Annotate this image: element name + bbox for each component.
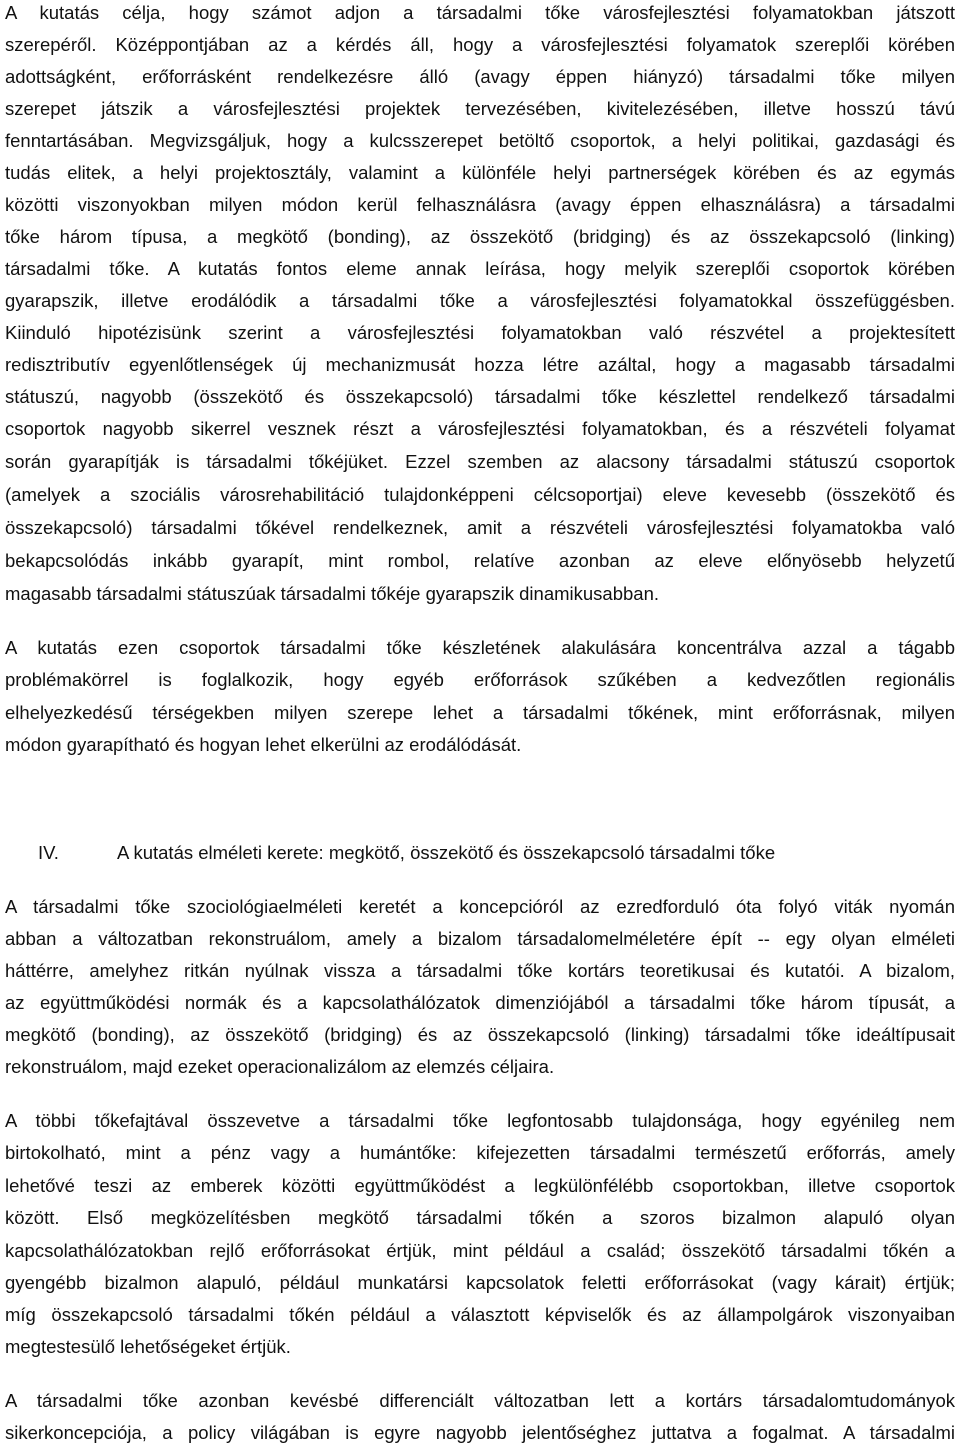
- text-line: A társadalmi tőke azonban kevésbé differenciált változatban lett a kortárs társadalomtudományok: [5, 1390, 955, 1411]
- text-line: megkötő (bonding), az összekötő (bridging) és az összekapcsoló (linking) társadalmi tőke ideáltípusait: [5, 1024, 955, 1045]
- text-line: A társadalmi tőke szociológiaelméleti keretét a koncepcióról az ezredforduló óta folyó viták nyomán: [5, 896, 955, 917]
- text-line: között. Első megközelítésben megkötő társadalmi tőkén a szoros bizalmon alapuló olyan: [5, 1207, 955, 1228]
- text-line: abban a változatban rekonstruálom, amely a bizalom társadalomelméletére épít -- egy olyan elméleti: [5, 928, 955, 949]
- text-line: problémakörrel is foglalkozik, hogy egyéb erőforrások szűkében a kedvezőtlen regionális: [5, 669, 955, 690]
- text-line: fenntartásában. Megvizsgáljuk, hogy a kulcsszerepet betöltő csoportok, a helyi politikai, gazdasági és: [5, 130, 955, 151]
- text-line: tőke három típusa, a megkötő (bonding), az összekötő (bridging) és az összekapcsoló (linking): [5, 226, 955, 247]
- text-line-last: módon gyarapítható és hogyan lehet elkerülni az erodálódását.: [5, 734, 522, 755]
- text-line: közötti viszonyokban milyen módon kerül felhasználásra (avagy éppen elhasználásra) a társadalmi: [5, 194, 955, 215]
- text-line: összekapcsoló) társadalmi tőkével rendelkeznek, amit a részvételi városfejlesztési folyamatokba való: [5, 517, 955, 538]
- text-line-last: magasabb társadalmi státuszúak társadalmi tőkéje gyarapszik dinamikusabban.: [5, 583, 660, 604]
- text-line: A kutatás célja, hogy számot adjon a társadalmi tőke városfejlesztési folyamatokban játszott: [5, 2, 955, 23]
- text-line: társadalmi tőke. A kutatás fontos eleme annak leírása, hogy melyik szereplői csoportok körében: [5, 258, 955, 279]
- text-line: tudás elitek, a helyi projektosztály, valamint a különféle helyi partnerségek körében és az egymás: [5, 162, 955, 183]
- text-line: A többi tőkefajtával összevetve a társadalmi tőke legfontosabb tulajdonsága, hogy egyénileg nem: [5, 1110, 955, 1131]
- text-line: gyengébb bizalmon alapuló, például munkatársi kapcsolatok feletti erőforrásokat (vagy kárait) értjük;: [5, 1272, 955, 1293]
- text-line: az együttműködési normák és a kapcsolathálózatok dimenziójából a társadalmi tőke három típusát, a: [5, 992, 955, 1013]
- text-line: Kiinduló hipotézisünk szerint a városfejlesztési folyamatokban való részvétel a projektesített: [5, 322, 955, 343]
- text-line-last: megtestesülő lehetőségeket értjük.: [5, 1336, 291, 1357]
- text-line: adottságként, erőforrásként rendelkezésre álló (avagy éppen hiányzó) társadalmi tőke milyen: [5, 66, 955, 87]
- text-line: birtokolható, mint a pénz vagy a humántőke: kifejezetten társadalmi természetű erőforrás, amely: [5, 1142, 955, 1163]
- text-line: sikerkoncepciója, a policy világában is egyre nagyobb jelentőséghez juttatva a fogalmat. A társadalmi: [5, 1422, 955, 1443]
- text-line: bekapcsolódás inkább gyarapít, mint rombol, relatíve azonban az eleve előnyösebb helyzetű: [5, 550, 955, 571]
- text-line: szerepéről. Középpontjában az a kérdés áll, hogy a városfejlesztési folyamatok szereplői körében: [5, 34, 955, 55]
- text-line: gyarapszik, illetve erodálódik a társadalmi tőke a városfejlesztési folyamatokkal összefüggésben.: [5, 290, 955, 311]
- text-line-last: rekonstruálom, majd ezeket operacionalizálom az elemzés céljaira.: [5, 1056, 555, 1077]
- text-line: A kutatás ezen csoportok társadalmi tőke készletének alakulására koncentrálva azzal a tágabb: [5, 637, 955, 658]
- text-line: kapcsolathálózatokban rejlő erőforrásokat értjük, mint például a család; összekötő társadalmi tőkén a: [5, 1240, 955, 1261]
- text-line: szerepet játszik a városfejlesztési projektek tervezésében, kivitelezésében, illetve hosszú távú: [5, 98, 955, 119]
- text-line: elhelyezkedésű térségekben milyen szerepe lehet a társadalmi tőkének, mint erőforrásnak, milyen: [5, 702, 955, 723]
- section-number: IV.: [38, 842, 59, 863]
- text-line: háttérre, amelyhez ritkán nyúlnak vissza a társadalmi tőke kortárs teoretikusai és kutatói. A bizalom,: [5, 960, 955, 981]
- text-line: során gyarapítják is társadalmi tőkéjüket. Ezzel szemben az alacsony társadalmi státuszú csoportok: [5, 451, 955, 472]
- section-title: A kutatás elméleti kerete: megkötő, összekötő és összekapcsoló társadalmi tőke: [117, 842, 776, 863]
- text-line: redisztributív egyenlőtlenségek új mechanizmusát hozza létre azáltal, hogy a magasabb társadalmi: [5, 354, 955, 375]
- text-line: míg összekapcsoló társadalmi tőkén például a választott képviselők és az állampolgárok viszonyaiban: [5, 1304, 955, 1325]
- text-line: státuszú, nagyobb (összekötő és összekapcsoló) társadalmi tőke készlettel rendelkező társadalmi: [5, 386, 955, 407]
- text-line: csoportok nagyobb sikerrel vesznek részt a városfejlesztési folyamatokban, és a részvételi folyamat: [5, 418, 955, 439]
- text-line: (amelyek a szociális városrehabilitáció tulajdonképpeni célcsoportjai) eleve kevesebb (összekötő és: [5, 484, 955, 505]
- text-line: lehetővé teszi az emberek közötti együttműködést a legkülönfélébb csoportokban, illetve csoportok: [5, 1175, 955, 1196]
